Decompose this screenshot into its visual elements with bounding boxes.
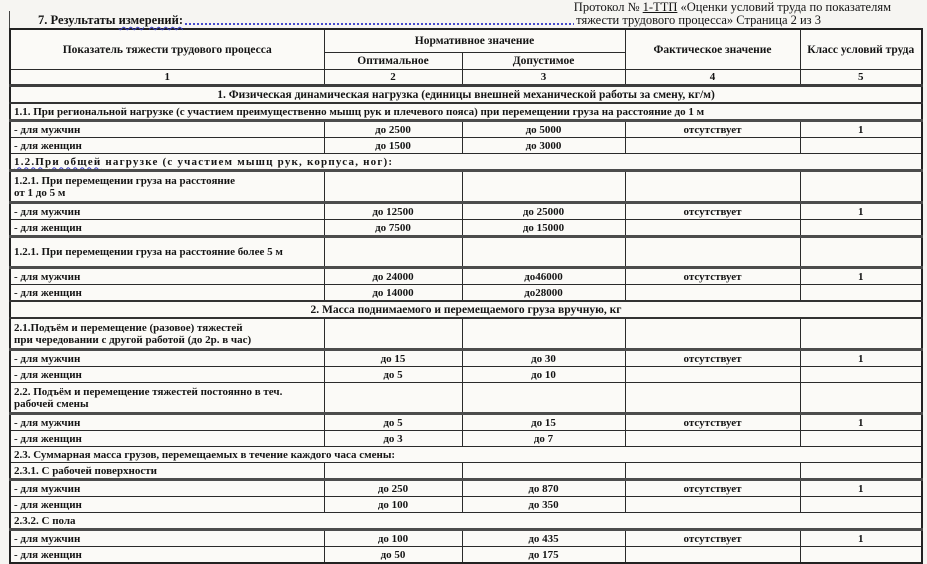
class-value-cell: 1 <box>800 203 922 220</box>
indicator-cell: 1.2.1. При перемещении груза на расстояние от 1 до 5 м <box>10 171 324 203</box>
optimal-value-cell: до 1500 <box>324 138 462 154</box>
class-value-cell <box>800 497 922 513</box>
optimal-value-cell <box>324 383 462 414</box>
actual-value-cell <box>625 285 800 302</box>
actual-value-cell <box>625 237 800 268</box>
class-value-cell <box>800 318 922 350</box>
actual-value-cell <box>625 138 800 154</box>
class-value-cell: 1 <box>800 350 922 367</box>
table-header-row-1 <box>10 29 922 53</box>
actual-value-cell: отсутствует <box>625 121 800 138</box>
allowed-value-cell <box>462 171 625 203</box>
optimal-value-cell <box>324 171 462 203</box>
optimal-value-cell: до 5 <box>324 367 462 383</box>
indicator-cell: - для мужчин <box>10 414 324 431</box>
allowed-value-cell: до28000 <box>462 285 625 302</box>
indicator-cell: - для женщин <box>10 547 324 564</box>
col-header-allowed: Допустимое <box>462 53 625 70</box>
table-row <box>10 350 922 367</box>
table-row <box>10 530 922 547</box>
col-header-normative: Нормативное значение <box>324 29 625 53</box>
indicator-cell: 2.3.1. С рабочей поверхности <box>10 463 324 480</box>
class-value-cell: 1 <box>800 480 922 497</box>
optimal-value-cell: до 15 <box>324 350 462 367</box>
optimal-value-cell: до 50 <box>324 547 462 564</box>
optimal-value-cell: до 14000 <box>324 285 462 302</box>
table-row <box>10 203 922 220</box>
allowed-value-cell <box>462 318 625 350</box>
results-label-misspelled-word: измерений: <box>118 13 183 27</box>
actual-value-cell <box>625 220 800 237</box>
table-row <box>10 103 922 121</box>
table-row <box>10 220 922 237</box>
indicator-cell: - для женщин <box>10 220 324 237</box>
section-header-row <box>10 301 922 318</box>
optimal-value-cell: до 12500 <box>324 203 462 220</box>
col-header-actual: Фактическое значение <box>625 29 800 70</box>
allowed-value-cell <box>462 463 625 480</box>
table-row <box>10 414 922 431</box>
allowed-value-cell: до 175 <box>462 547 625 564</box>
table-row <box>10 121 922 138</box>
indicator-cell: - для женщин <box>10 138 324 154</box>
actual-value-cell <box>625 383 800 414</box>
actual-value-cell: отсутствует <box>625 530 800 547</box>
class-value-cell <box>800 171 922 203</box>
col-header-indicator: Показатель тяжести трудового процесса <box>10 29 324 70</box>
class-value-cell <box>800 547 922 564</box>
table-row <box>10 138 922 154</box>
misspelled-text: 1.2.При общей <box>14 155 102 168</box>
optimal-value-cell: до 2500 <box>324 121 462 138</box>
table-row <box>10 431 922 447</box>
table-row <box>10 547 922 564</box>
class-value-cell <box>800 367 922 383</box>
class-value-cell <box>800 138 922 154</box>
class-value-cell <box>800 431 922 447</box>
column-number: 2 <box>324 70 462 86</box>
row-title: 1.1. При региональной нагрузке (с участием преимущественно мышц рук и плечевого пояса) при перемещении груза на расстояние до 1 м <box>10 103 922 121</box>
allowed-value-cell <box>462 237 625 268</box>
optimal-value-cell: до 24000 <box>324 268 462 285</box>
results-section-label <box>38 14 183 27</box>
table-row <box>10 154 922 171</box>
column-number: 1 <box>10 70 324 86</box>
class-value-cell: 1 <box>800 268 922 285</box>
col-header-class: Класс условий труда <box>800 29 922 70</box>
actual-value-cell: отсутствует <box>625 203 800 220</box>
actual-value-cell <box>625 367 800 383</box>
actual-value-cell <box>625 497 800 513</box>
dotted-leader-line <box>185 22 574 25</box>
allowed-value-cell: до 435 <box>462 530 625 547</box>
allowed-value-cell: до 3000 <box>462 138 625 154</box>
table-row <box>10 513 922 530</box>
actual-value-cell <box>625 463 800 480</box>
allowed-value-cell: до 350 <box>462 497 625 513</box>
class-value-cell <box>800 383 922 414</box>
column-number: 4 <box>625 70 800 86</box>
actual-value-cell <box>625 431 800 447</box>
table-row <box>10 237 922 268</box>
indicator-cell: - для мужчин <box>10 203 324 220</box>
table-row <box>10 383 922 414</box>
section-title: 2. Масса поднимаемого и перемещаемого груза вручную, кг <box>10 301 922 318</box>
allowed-value-cell: до 870 <box>462 480 625 497</box>
indicator-cell: - для мужчин <box>10 480 324 497</box>
class-value-cell: 1 <box>800 414 922 431</box>
page-margin-tick <box>9 11 10 28</box>
class-value-cell <box>800 285 922 302</box>
actual-value-cell: отсутствует <box>625 480 800 497</box>
allowed-value-cell: до 7 <box>462 431 625 447</box>
actual-value-cell: отсутствует <box>625 350 800 367</box>
results-table <box>9 28 923 564</box>
optimal-value-cell: до 100 <box>324 497 462 513</box>
optimal-value-cell: до 5 <box>324 414 462 431</box>
actual-value-cell <box>625 318 800 350</box>
row-title: 2.3.2. С пола <box>10 513 922 530</box>
optimal-value-cell: до 100 <box>324 530 462 547</box>
protocol-prefix: Протокол № <box>573 0 643 14</box>
optimal-value-cell: до 7500 <box>324 220 462 237</box>
class-value-cell: 1 <box>800 121 922 138</box>
indicator-cell: - для мужчин <box>10 530 324 547</box>
section-header-row <box>10 86 922 104</box>
class-value-cell <box>800 463 922 480</box>
protocol-number: 1-ТТП <box>642 0 678 14</box>
allowed-value-cell: до 25000 <box>462 203 625 220</box>
optimal-value-cell: до 250 <box>324 480 462 497</box>
indicator-cell: 2.2. Подъём и перемещение тяжестей постоянно в теч. рабочей смены <box>10 383 324 414</box>
indicator-cell: - для женщин <box>10 431 324 447</box>
allowed-value-cell: до 5000 <box>462 121 625 138</box>
indicator-cell: - для женщин <box>10 367 324 383</box>
indicator-cell: - для мужчин <box>10 350 324 367</box>
optimal-value-cell <box>324 318 462 350</box>
page-header <box>0 0 927 28</box>
allowed-value-cell <box>462 383 625 414</box>
table-row <box>10 447 922 463</box>
table-row <box>10 367 922 383</box>
allowed-value-cell: до 15 <box>462 414 625 431</box>
actual-value-cell <box>625 171 800 203</box>
class-value-cell <box>800 237 922 268</box>
actual-value-cell: отсутствует <box>625 268 800 285</box>
results-header-line <box>0 14 927 28</box>
table-row <box>10 463 922 480</box>
indicator-cell: - для женщин <box>10 497 324 513</box>
class-value-cell <box>800 220 922 237</box>
optimal-value-cell <box>324 463 462 480</box>
indicator-cell: 1.2.1. При перемещении груза на расстояние более 5 м <box>10 237 324 268</box>
results-label-text: 7. Результаты <box>38 13 119 27</box>
table-row <box>10 268 922 285</box>
optimal-value-cell <box>324 237 462 268</box>
table-row <box>10 318 922 350</box>
column-number: 5 <box>800 70 922 86</box>
row-title: 1.2.При общей нагрузке (с участием мышц рук, корпуса, ног): <box>10 154 922 171</box>
indicator-cell: - для мужчин <box>10 121 324 138</box>
indicator-cell: - для мужчин <box>10 268 324 285</box>
section-title: 1. Физическая динамическая нагрузка (единицы внешней механической работы за смену, кг/м) <box>10 86 922 104</box>
actual-value-cell <box>625 547 800 564</box>
row-title: 2.3. Суммарная масса грузов, перемещаемых в течение каждого часа смены: <box>10 447 922 463</box>
column-number: 3 <box>462 70 625 86</box>
allowed-value-cell: до 30 <box>462 350 625 367</box>
table-row <box>10 171 922 203</box>
indicator-cell: - для женщин <box>10 285 324 302</box>
optimal-value-cell: до 3 <box>324 431 462 447</box>
results-table-body <box>10 86 922 564</box>
protocol-suffix: «Оценки условий труда по показателям <box>677 0 891 14</box>
table-row <box>10 285 922 302</box>
table-row <box>10 480 922 497</box>
table-row <box>10 497 922 513</box>
allowed-value-cell: до 15000 <box>462 220 625 237</box>
allowed-value-cell: до 10 <box>462 367 625 383</box>
protocol-title-line2: тяжести трудового процесса» Страница 2 из 3 <box>576 13 821 27</box>
col-header-optimal: Оптимальное <box>324 53 462 70</box>
indicator-cell: 2.1.Подъём и перемещение (разовое) тяжестей при чередовании с другой работой (до 2р. в час) <box>10 318 324 350</box>
actual-value-cell: отсутствует <box>625 414 800 431</box>
allowed-value-cell: до46000 <box>462 268 625 285</box>
column-number-row <box>10 70 922 86</box>
class-value-cell: 1 <box>800 530 922 547</box>
